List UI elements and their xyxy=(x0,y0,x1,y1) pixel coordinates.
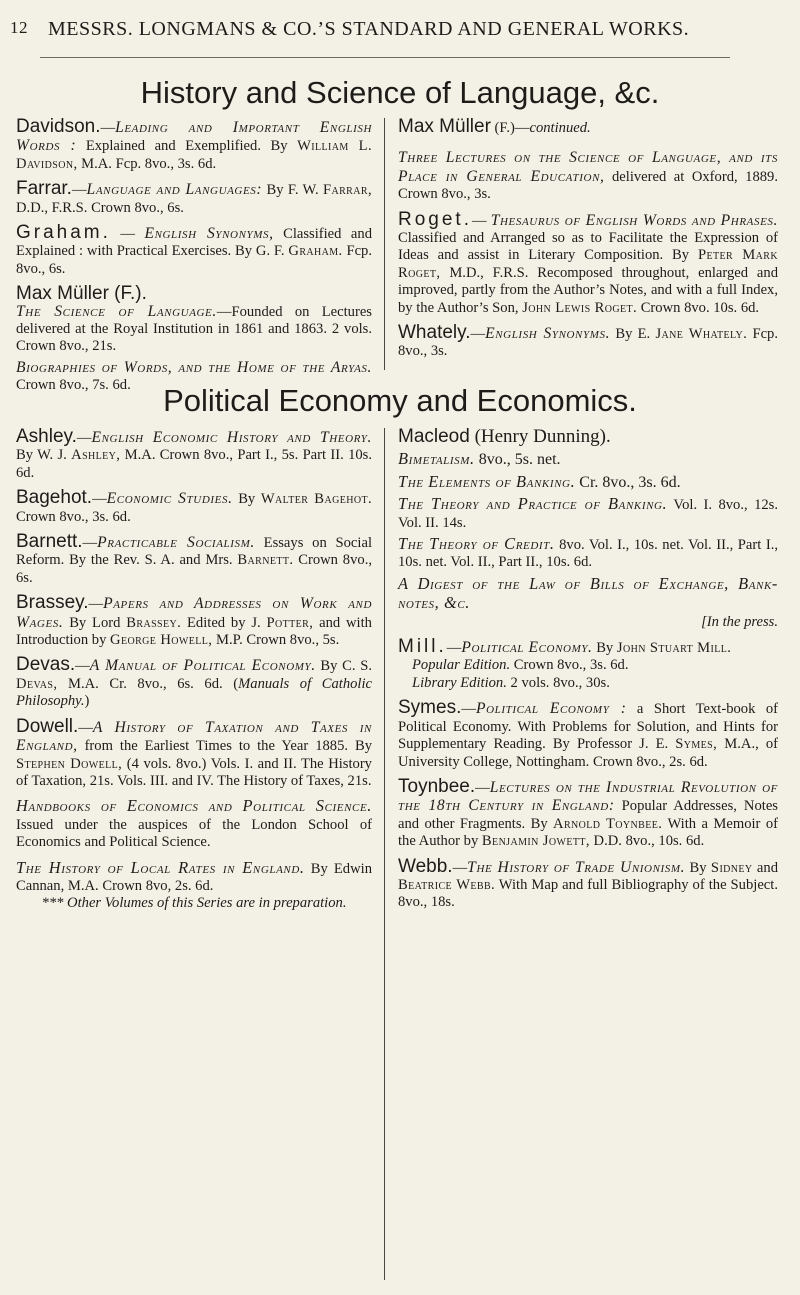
entry-handbooks: Handbooks of Economics and Political Science. Issued under the auspices of the London School of Economics and Political Science. xyxy=(16,796,372,851)
headword: Barnett. xyxy=(16,531,83,553)
book-title: The Theory and Practice of Banking. xyxy=(398,494,668,514)
entry-macleod: Macleod (Henry Dunning). xyxy=(398,426,611,447)
author-name: John Lewis Roget. xyxy=(522,299,638,316)
book-title: Political Economy : xyxy=(475,700,627,718)
entry-devas: Devas.—A Manual of Political Economy. By C. S. Devas, M.A. Cr. 8vo., 6s. 6d. (Manuals of Catholic Philosophy.) xyxy=(16,654,372,710)
book-title: Economic Studies. xyxy=(106,490,233,508)
author-name: Beatrice Webb. xyxy=(398,876,496,893)
book-title: The Science of Language. xyxy=(16,302,217,320)
headword: Dowell. xyxy=(16,715,79,737)
headword: Ashley. xyxy=(16,426,77,447)
book-title: Practicable Socialism. xyxy=(97,534,255,552)
entry-bimetalism: Bimetalism. 8vo., 5s. net. xyxy=(398,449,561,469)
header-rule xyxy=(40,57,730,58)
running-title: MESSRS. LONGMANS & CO.’S STANDARD AND GENERAL WORKS. xyxy=(48,18,690,40)
running-head xyxy=(10,18,790,48)
headword: Graham. xyxy=(16,222,111,244)
book-title: The History of Trade Unionism. xyxy=(467,858,686,876)
book-title: Lectures on the Industrial Revolution of the 18th Century in England: xyxy=(398,778,778,815)
author-name: Farrar, xyxy=(322,182,372,199)
entry-graham: Graham. — English Synonyms, Classified and Explained : with Practical Exercises. By G. F. Graham. Fcp. 8vo., 6s. xyxy=(16,222,372,277)
entry-davidson: Davidson.—Leading and Important English Words : Explained and Exemplified. By William L. Davidson, M.A. Fcp. 8vo., 3s. 6d. xyxy=(16,116,373,172)
entry-barnett: Barnett.—Practicable Socialism. Essays on Social Reform. By the Rev. S. A. and Mrs. Barnett. Crown 8vo., 6s. xyxy=(16,531,372,586)
headword: Mill. xyxy=(398,636,447,658)
book-title: Leading and Important English Words : xyxy=(16,119,372,155)
entry-roget: Roget.— Thesaurus of English Words and Phrases. Classified and Arranged so as to Facilitate the Expression of Ideas and assist in Literary Composition. By Peter Mark Roget, M.D., F.R.S. Recomposed throughout, enlarged and improved, partly from the Author’s Notes, and with a full Index, by the Author’s Son, John Lewis Roget. Crown 8vo. 10s. 6d. xyxy=(398,208,778,316)
headword: Bagehot. xyxy=(16,487,93,509)
book-title: English Synonyms, xyxy=(144,225,274,243)
book-title: English Economic History and Theory. xyxy=(91,429,372,446)
book-title: The Theory of Credit. xyxy=(398,534,555,554)
headword: Davidson. xyxy=(16,116,101,137)
book-title: A Digest of the Law of Bills of Exchange, Bank-notes, &c. xyxy=(398,573,778,613)
book-title: Biographies of Words, and the Home of the Aryas. xyxy=(16,358,372,376)
author-name: John Stuart Mill. xyxy=(616,640,732,657)
author-name: Symes, xyxy=(675,736,718,753)
book-title: Bimetalism. xyxy=(398,449,475,469)
author-name: Stephen Dowell, xyxy=(16,755,123,772)
series-note: *** Other Volumes of this Series are in preparation. xyxy=(41,895,347,912)
author-name: Peter Mark Roget, xyxy=(398,247,778,281)
language-right-column xyxy=(398,118,778,368)
section-title-language: History and Science of Language, &c. xyxy=(140,75,660,110)
entry-webb: Webb.—The History of Trade Unionism. By Sidney and Beatrice Webb. With Map and full Bibliography of the Subject. 8vo., 18s. xyxy=(398,855,778,911)
entry-farrar: Farrar.—Language and Languages: By F. W. Farrar, D.D., F.R.S. Crown 8vo., 6s. xyxy=(16,178,372,216)
book-title: English Synonyms. xyxy=(485,325,611,343)
book-title: Three Lectures on the Science of Language, and its Place in General Education, xyxy=(398,149,778,185)
entry-max-muller-biographies: Biographies of Words, and the Home of the Aryas. Crown 8vo., 7s. 6d. xyxy=(16,358,372,394)
book-title: Handbooks of Economics and Political Science. xyxy=(16,796,372,816)
entry-theory-practice-banking: The Theory and Practice of Banking. Vol. I. 8vo., 12s. Vol. II. 14s. xyxy=(398,494,778,531)
headword: Max Müller (F.). xyxy=(16,283,147,305)
entry-local-rates: The History of Local Rates in England. By Edwin Cannan, M.A. Crown 8vo, 2s. 6d. *** Other Volumes of this Series are in preparation. xyxy=(16,857,372,912)
headword: Devas. xyxy=(16,654,76,676)
entry-bagehot: Bagehot.—Economic Studies. By Walter Bagehot. Crown 8vo., 3s. 6d. xyxy=(16,487,372,525)
entry-max-muller: Max Müller (F.). The Science of Language.—Founded on Lectures delivered at the Royal Institution in 1861 and 1863. 2 vols. Crown 8vo., 21s. xyxy=(16,283,372,355)
book-title: The History of Local Rates in England. xyxy=(16,857,305,877)
book-title: Thesaurus of English Words and Phrases. xyxy=(490,211,778,229)
headword: Brassey. xyxy=(16,592,89,614)
author-name: Brassey. xyxy=(126,614,182,631)
headword: Toynbee. xyxy=(398,775,476,797)
entry-brassey: Brassey.—Papers and Addresses on Work and Wages. By Lord Brassey. Edited by J. Potter, and with Introduction by George Howell, M.P. Crown 8vo., 5s. xyxy=(16,592,372,649)
economy-left-column xyxy=(16,428,372,920)
author-name: Walter Bagehot. xyxy=(260,491,372,508)
author-name: Barnett. xyxy=(237,552,294,569)
book-title: Papers and Addresses on Work and Wages. xyxy=(16,595,372,631)
author-name: William L. Davidson, xyxy=(16,138,373,172)
author-name: Ashley, xyxy=(71,447,121,464)
entry-dowell: Dowell.—A History of Taxation and Taxes in England, from the Earliest Times to the Year 1885. By Stephen Dowell, (4 vols. 8vo.) Vols. I. and II. The History of Taxation, 21s. Vols. III. and IV. The History of Taxes, 21s. xyxy=(16,715,372,789)
book-title: The Elements of Banking. xyxy=(398,471,576,491)
section-title-economy: Political Economy and Economics. xyxy=(163,383,637,418)
author-name: Potter, xyxy=(266,614,314,631)
column-divider xyxy=(384,428,385,1280)
author-name: Jane Whately. xyxy=(655,326,748,343)
book-title: Language and Languages: xyxy=(86,181,263,199)
author-name: Benjamin Jowett, xyxy=(481,833,590,850)
author-name: Sidney xyxy=(710,859,753,876)
entry-three-lectures: Three Lectures on the Science of Language, and its Place in General Education, delivered at Oxford, 1889. Crown 8vo., 3s. xyxy=(398,149,778,203)
author-name: George Howell, xyxy=(110,632,213,649)
entry-theory-of-credit: The Theory of Credit. 8vo. Vol. I., 10s. net. Vol. II., Part I., 10s. net. Vol. II., Part II., 10s. 6d. xyxy=(398,534,779,571)
entry-toynbee: Toynbee.—Lectures on the Industrial Revolution of the 18th Century in England: Popular Addresses, Notes and other Fragments. By Arnold Toynbee. With a Memoir of the Author by Benjamin Jowett, D.D. 8vo., 10s. 6d. xyxy=(398,775,778,850)
entry-mill: Mill.—Political Economy. By John Stuart Mill. Popular Edition. Crown 8vo., 3s. 6d. Library Edition. 2 vols. 8vo., 30s. xyxy=(398,638,778,692)
headword: Macleod xyxy=(398,426,470,447)
headword: Symes. xyxy=(398,697,462,719)
press-status: [In the press. xyxy=(701,613,778,630)
book-title: A Manual of Political Economy. xyxy=(89,657,316,675)
language-left-column xyxy=(16,118,372,402)
entry-whately: Whately.—English Synonyms. By E. Jane Whately. Fcp. 8vo., 3s. xyxy=(398,322,779,360)
book-title: A History of Taxation and Taxes in England, xyxy=(16,718,372,755)
library-edition: Library Edition. 2 vols. 8vo., 30s. xyxy=(412,674,610,691)
headword: Roget. xyxy=(398,208,472,230)
entry-symes: Symes.—Political Economy : a Short Text-book of Political Economy. With Problems for Solution, and Hints for Supplementary Reading. By Professor J. E. Symes, M.A., of University College, Nottingham. Crown 8vo., 2s. 6d. xyxy=(398,697,778,770)
headword: Max Müller xyxy=(398,116,491,137)
headword: Webb. xyxy=(398,855,453,877)
column-divider xyxy=(384,118,385,370)
economy-right-column xyxy=(398,428,778,919)
series-name: Manuals of Catholic Philosophy. xyxy=(16,675,372,710)
author-name: Arnold Toynbee. xyxy=(553,815,663,832)
entry-ashley: Ashley.—English Economic History and Theory. By W. J. Ashley, M.A. Crown 8vo., Part I., 5s. Part II. 10s. 6d. xyxy=(16,426,372,481)
author-name: Graham. xyxy=(288,243,343,260)
entry-elements-of-banking: The Elements of Banking. Cr. 8vo., 3s. 6d. xyxy=(398,471,681,491)
author-name: Devas, xyxy=(16,675,58,692)
headword: Farrar. xyxy=(16,178,72,200)
popular-edition: Popular Edition. Crown 8vo., 3s. 6d. xyxy=(412,657,629,674)
entry-max-muller-continued: Max Müller (F.)—continued. xyxy=(398,116,591,137)
headword: Whately. xyxy=(398,322,471,344)
book-title: Political Economy. xyxy=(461,639,593,657)
page-number: 12 xyxy=(10,18,28,37)
entry-digest-law-bills xyxy=(398,575,778,631)
